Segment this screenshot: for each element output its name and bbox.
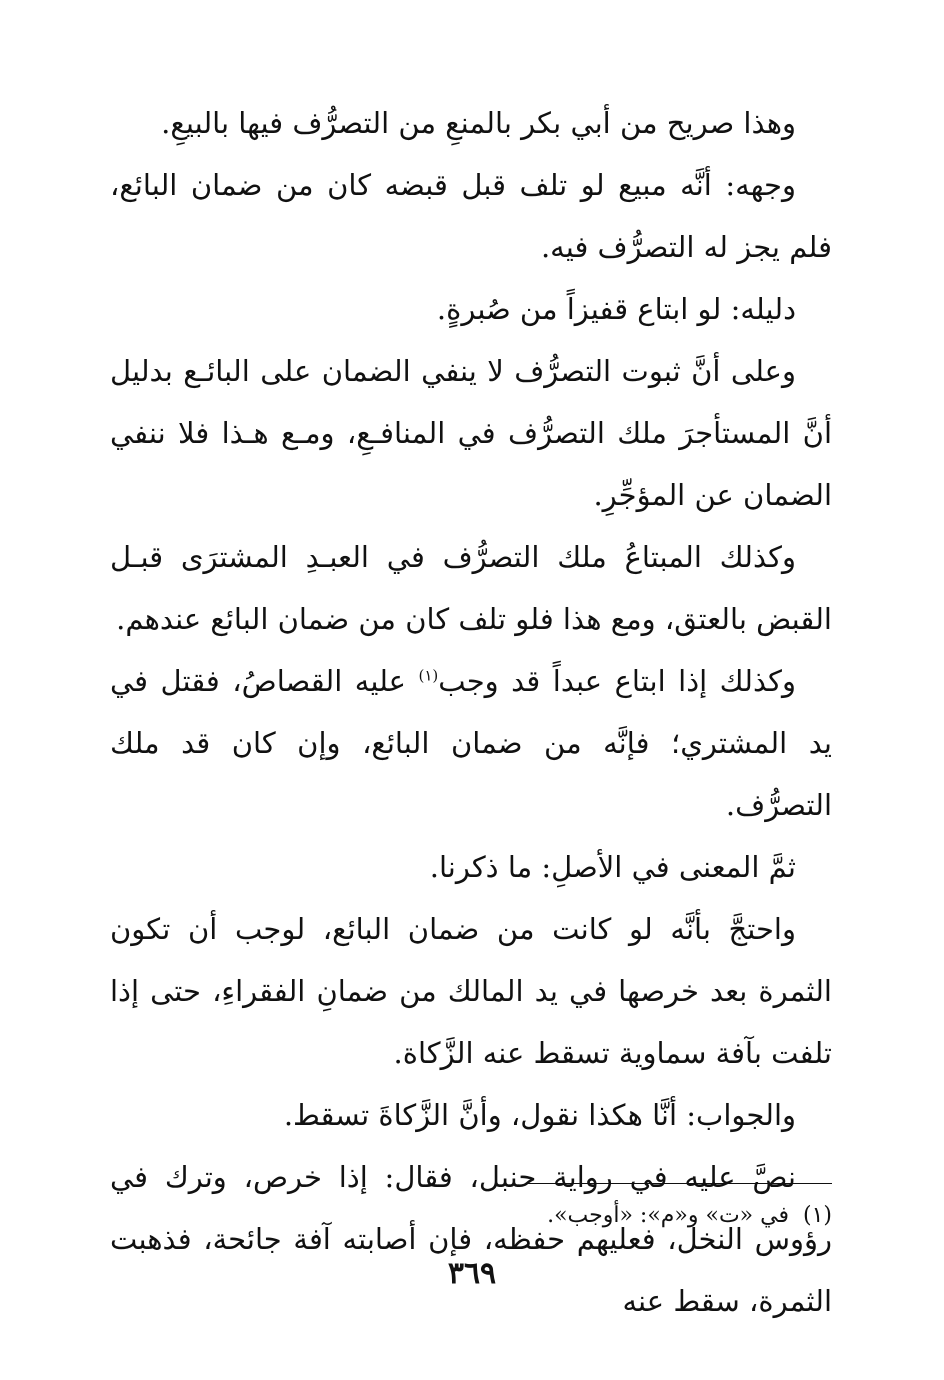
page-number: ٣٦٩ [447, 1256, 497, 1291]
paragraph-8: واحتجَّ بأنَّه لو كانت من ضمان البائع، لوجب أن تكون الثمرة بعد خرصها في يد المالك من ضمانِ الفقراءِ، حتى إذا تلفت بآفة سماوية تسقط عنه الزَّكاة. [110, 912, 832, 1070]
footnote-number: (١) [802, 1203, 832, 1228]
paragraph-10: نصَّ عليه في رواية حنبل، فقال: إذا خرص، وترك في رؤوس النخل، فعليهم حفظه، فإن أصابته آفة جائحة، فذهبت الثمرة، سقط عنه [110, 1160, 832, 1318]
footnote [112, 1196, 832, 1236]
footnote-text: في «ت» و«م»: «أوجب». [547, 1203, 789, 1228]
main-text [110, 92, 832, 1332]
paragraph-9: والجواب: أنَّا هكذا نقول، وأنَّ الزَّكاةَ تسقط. [283, 1098, 796, 1132]
paragraph-6-start: وكذلك إذا ابتاع عبداً قد وجب [438, 664, 796, 698]
paragraph-1: وهذا صريح من أبي بكر بالمنعِ من التصرُّف فيها بالبيعِ. [161, 106, 796, 140]
footnote-reference: (١) [418, 666, 439, 685]
paragraph-6-end: عليه القصاصُ، فقتل في يد المشتري؛ فإنَّه من ضمان البائع، وإن كان قد ملك التصرُّف. [110, 664, 832, 822]
paragraph-7: ثمَّ المعنى في الأصلِ: ما ذكرنا. [429, 850, 796, 884]
paragraph-3: دليله: لو ابتاع قفيزاً من صُبرةٍ. [436, 292, 796, 326]
paragraph-4: وعلى أنَّ ثبوت التصرُّف لا ينفي الضمان على البائـع بدليل أنَّ المستأجرَ ملك التصرُّف في المنافـعِ، ومـع هـذا فلا ننفي الضمان عن المؤجِّرِ. [110, 354, 832, 512]
paragraph-5: وكذلك المبتاعُ ملك التصرُّف في العبـدِ المشترَى قبـل القبض بالعتق، ومع هذا فلو تلف كان من ضمان البائع عندهم. [110, 540, 832, 636]
paragraph-2: وجهه: أنَّه مبيع لو تلف قبل قبضه كان من ضمان البائع، فلم يجز له التصرُّف فيه. [110, 168, 832, 264]
paragraph-6 [110, 650, 832, 836]
footnote-divider [528, 1183, 832, 1184]
